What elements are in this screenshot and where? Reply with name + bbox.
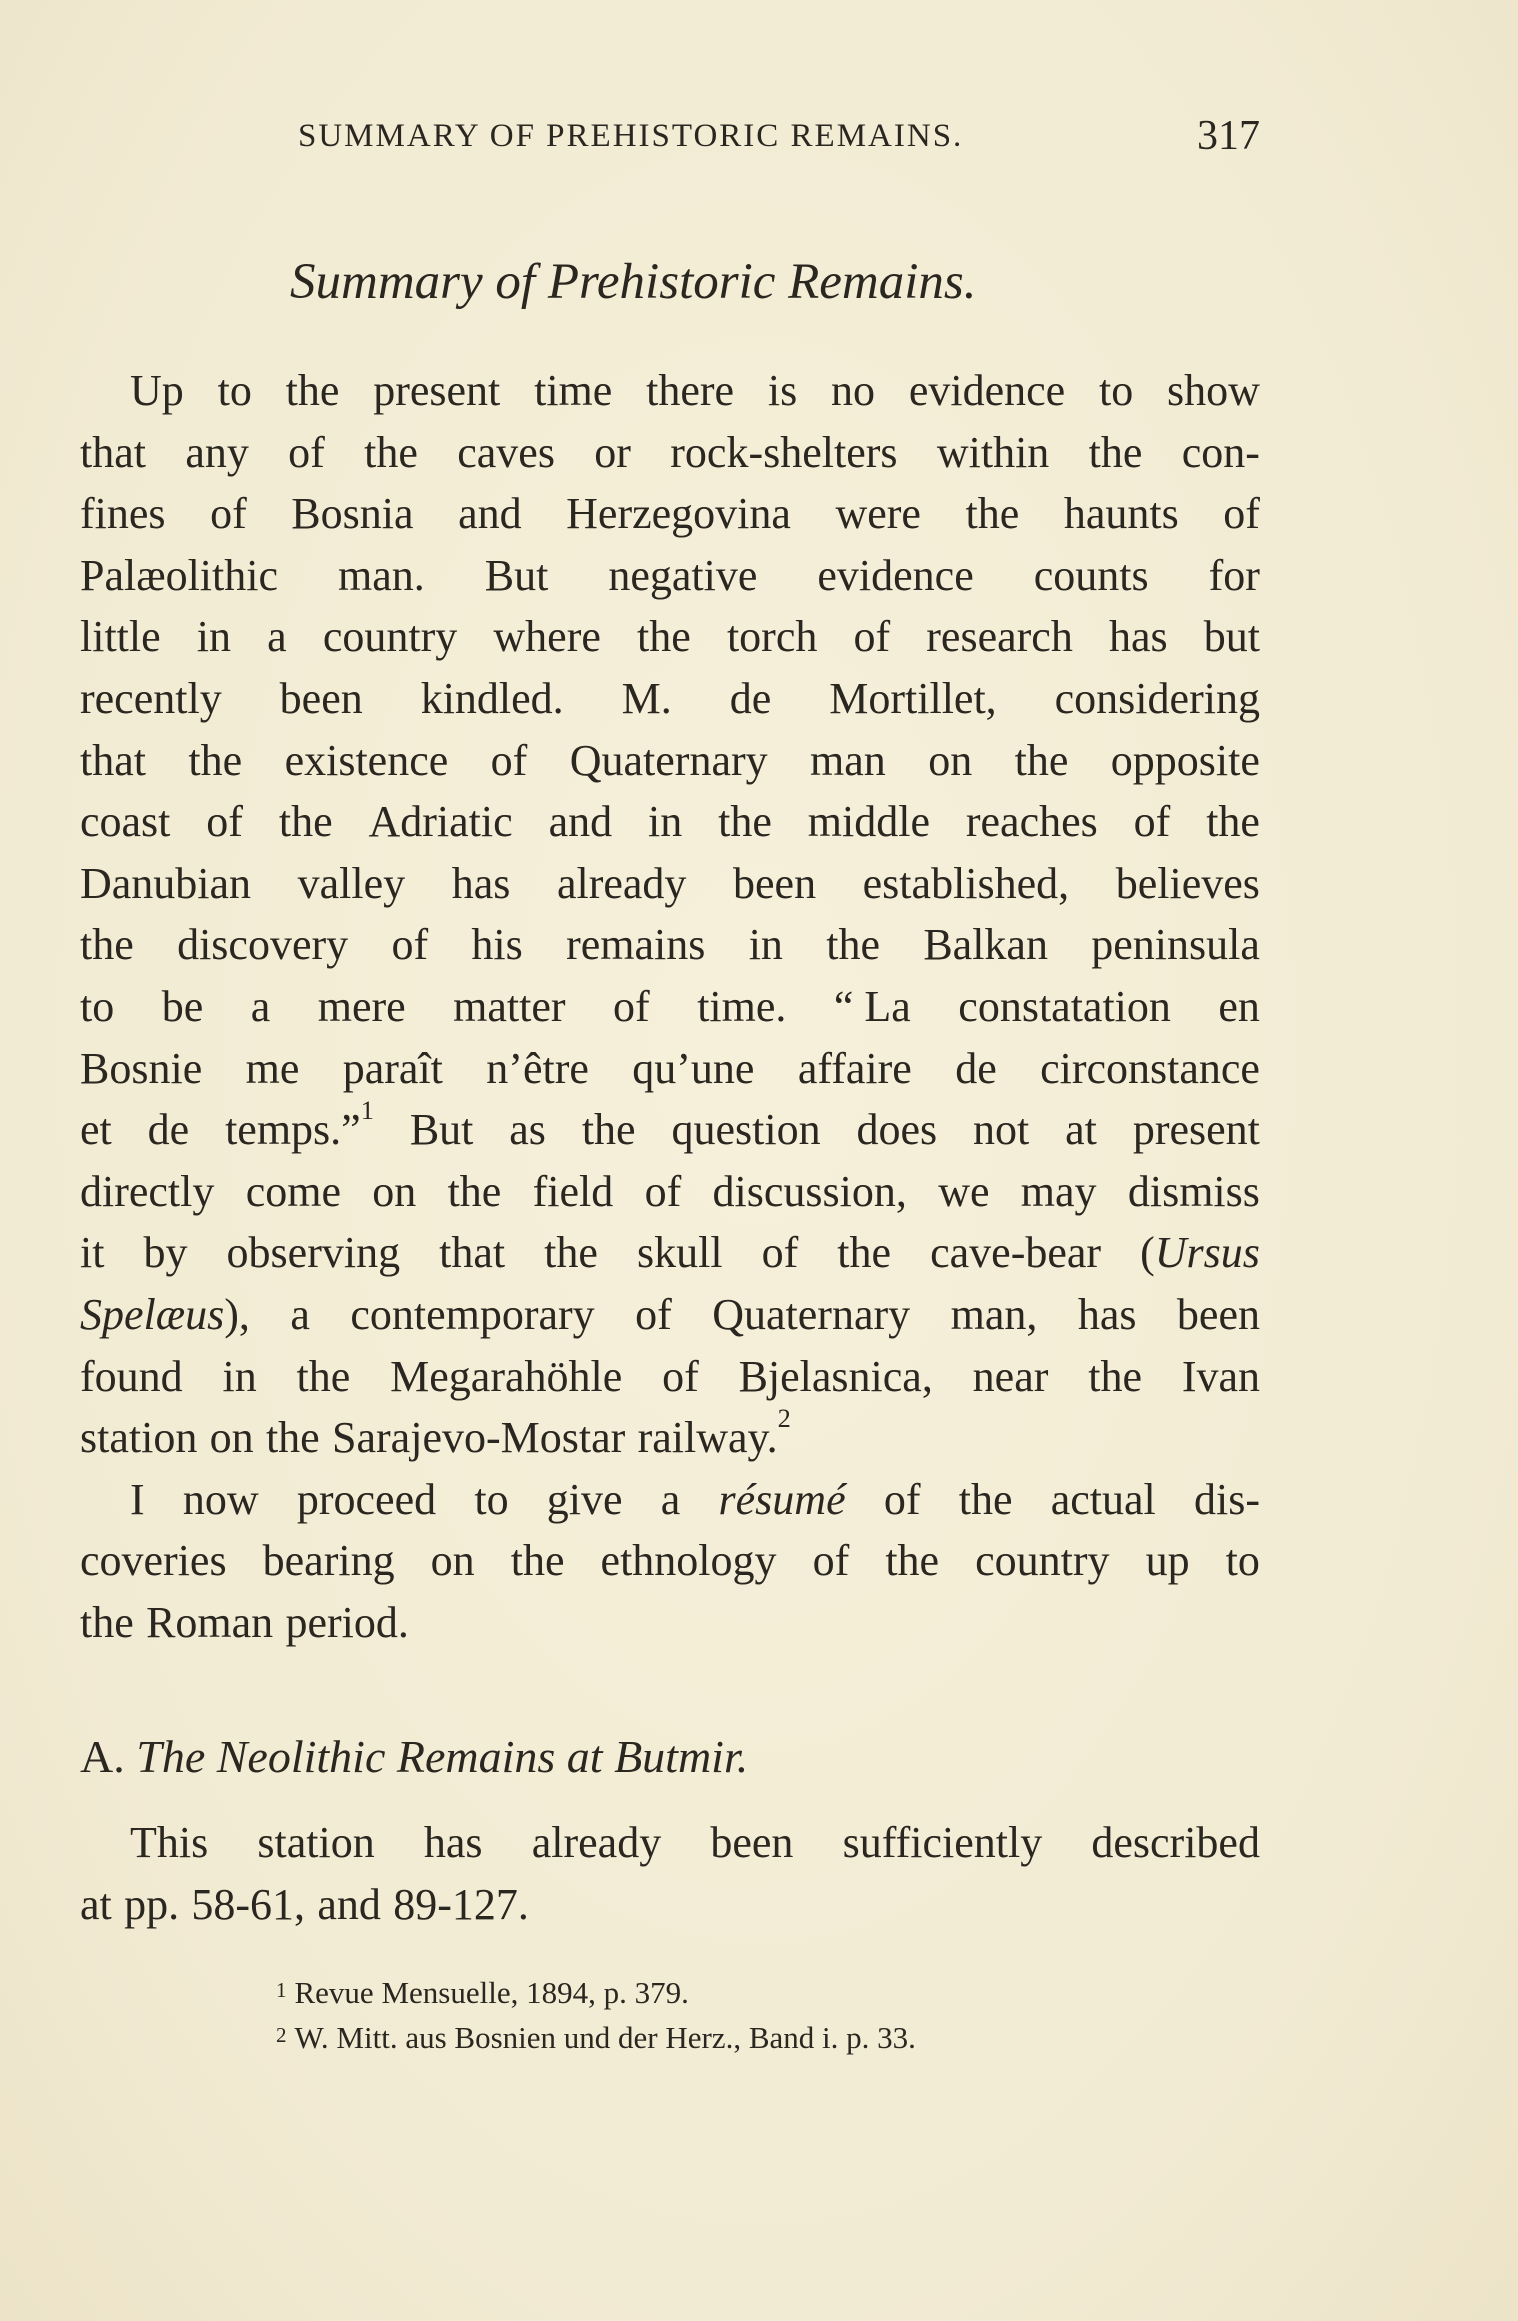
paragraph-1	[80, 360, 1260, 1653]
word: by	[143, 1228, 188, 1278]
word: Megarahöhle	[390, 1351, 623, 1401]
word: of	[1223, 489, 1260, 539]
word: believes	[1115, 858, 1260, 908]
word: haunts	[1063, 489, 1179, 539]
word: kindled.	[420, 673, 564, 723]
word: man,	[950, 1289, 1038, 1339]
railway-word: railway.$^2$	[637, 1403, 791, 1463]
text-line	[80, 1812, 1260, 1874]
word: and	[548, 797, 613, 847]
word: the	[447, 1166, 502, 1216]
text-line	[80, 360, 1260, 422]
word: Bjelasnica,	[738, 1351, 933, 1401]
resume-term: résumé	[718, 1474, 846, 1524]
word: field	[532, 1166, 614, 1216]
word: “ La	[833, 981, 911, 1031]
word: on	[209, 1413, 254, 1463]
word: of	[206, 797, 243, 847]
word: time.	[697, 981, 787, 1031]
word: been	[1176, 1289, 1260, 1339]
word: of	[644, 1166, 682, 1216]
word: of	[853, 612, 891, 662]
word: me	[245, 1043, 300, 1093]
text-line	[80, 1403, 1260, 1469]
word: in	[748, 920, 783, 970]
word: we	[938, 1166, 990, 1216]
word: the	[958, 1474, 1013, 1524]
word: considering	[1054, 673, 1260, 723]
text-line	[80, 1469, 1260, 1531]
word: But	[484, 550, 549, 600]
word: of	[1133, 797, 1171, 847]
word: evidence	[908, 366, 1066, 415]
word: the	[826, 920, 881, 970]
word: et	[80, 1105, 112, 1155]
word: the	[1088, 427, 1143, 477]
word: to	[80, 981, 115, 1031]
section-title: Summary of Prehistoric Remains.	[290, 254, 977, 310]
word: directly	[80, 1166, 215, 1216]
word: been	[710, 1818, 794, 1867]
word: to	[1225, 1536, 1260, 1586]
word: pp.	[124, 1879, 180, 1929]
word: at	[80, 1879, 112, 1929]
footnote-ref-1[interactable]: 1	[360, 1095, 374, 1126]
word: that	[80, 735, 146, 785]
word: valley	[297, 858, 406, 908]
word: the	[80, 1597, 134, 1647]
word: fines	[80, 489, 166, 539]
word: of	[883, 1474, 921, 1524]
word: described	[1091, 1818, 1260, 1867]
ursus-term: (Ursus	[1140, 1228, 1260, 1278]
word: station	[80, 1413, 198, 1463]
word: research	[926, 612, 1073, 662]
word: Danubian	[80, 858, 252, 908]
word: 58-61,	[191, 1879, 306, 1929]
word: skull	[636, 1228, 723, 1278]
word: of	[490, 735, 528, 785]
word: country	[975, 1536, 1110, 1586]
word: the	[364, 427, 418, 477]
word: of	[613, 981, 650, 1031]
footnote-mark: 1	[276, 1978, 287, 2002]
page-number: 317	[1197, 113, 1260, 159]
word: Bosnia	[291, 489, 414, 539]
word: to	[217, 366, 252, 415]
word: de	[147, 1105, 190, 1155]
word: that	[439, 1228, 506, 1278]
text-line	[80, 791, 1260, 853]
word: Quaternary	[569, 735, 768, 785]
word: proceed	[296, 1474, 437, 1524]
temps-word: temps.”$^1$	[225, 1095, 374, 1155]
word: the	[296, 1351, 351, 1401]
word: of	[635, 1289, 672, 1339]
word: may	[1020, 1166, 1097, 1216]
word: bearing	[262, 1536, 395, 1586]
word: present	[373, 366, 501, 415]
word: of	[812, 1536, 850, 1586]
word: Roman	[146, 1597, 274, 1647]
text-line	[80, 1874, 1260, 1936]
subheading	[80, 1730, 748, 1783]
word: on	[928, 735, 973, 785]
word: any	[185, 427, 249, 477]
word: discovery	[177, 920, 349, 970]
word: does	[856, 1105, 938, 1155]
word: of	[288, 427, 325, 477]
word: no	[831, 366, 876, 415]
word: has	[1108, 612, 1168, 662]
word: de	[955, 1043, 997, 1093]
word: opposite	[1110, 735, 1260, 785]
word: on	[372, 1166, 417, 1216]
word: little	[80, 612, 161, 662]
word: for	[1208, 550, 1260, 600]
text-line	[80, 1038, 1260, 1100]
word: a	[267, 612, 287, 662]
word: that	[80, 427, 146, 477]
word: Ivan	[1181, 1351, 1260, 1401]
word: the	[278, 797, 333, 847]
word: and	[458, 489, 522, 539]
word: been	[279, 673, 363, 723]
word: established,	[862, 858, 1070, 908]
word: on	[430, 1536, 475, 1586]
footnote-1	[276, 1975, 689, 2011]
word: it	[80, 1228, 105, 1278]
word: of	[210, 489, 247, 539]
word: of	[391, 920, 429, 970]
word: present	[1132, 1105, 1260, 1155]
word: dis-	[1193, 1474, 1260, 1524]
word: the	[544, 1228, 598, 1278]
word: station	[257, 1818, 375, 1867]
word: is	[767, 366, 798, 415]
word: a	[290, 1289, 310, 1339]
word: his	[471, 920, 523, 970]
word: the	[510, 1536, 565, 1586]
word: reaches	[965, 797, 1098, 847]
word: Palæolithic	[80, 550, 278, 600]
word: qu’une	[632, 1043, 755, 1093]
word: actual	[1050, 1474, 1156, 1524]
word: negative	[608, 550, 758, 600]
word: be	[161, 981, 204, 1031]
word: already	[556, 858, 687, 908]
word: Balkan	[923, 920, 1048, 970]
word: been	[733, 858, 817, 908]
word: remains	[566, 920, 706, 970]
word: period.	[285, 1597, 409, 1647]
word: were	[835, 489, 921, 539]
text-line	[80, 1222, 1260, 1284]
footnote-text: W. Mitt. aus Bosnien und der Herz., Band i. p. 33.	[294, 2020, 916, 2055]
word: Up	[130, 366, 184, 415]
word: con-	[1181, 427, 1260, 477]
word: at	[1065, 1105, 1097, 1155]
word: Quaternary	[712, 1289, 911, 1339]
word: mere	[317, 981, 406, 1031]
subheading-title: The Neolithic Remains at Butmir.	[136, 1731, 749, 1782]
word: Herzegovina	[566, 489, 791, 539]
word: M.	[621, 673, 672, 723]
spelaeus-term: Spelæus),	[80, 1289, 250, 1339]
text-line	[80, 1284, 1260, 1346]
word: in	[647, 797, 683, 847]
word: the	[265, 1413, 320, 1463]
text-line	[80, 606, 1260, 668]
text-line	[80, 1530, 1260, 1592]
word: peninsula	[1091, 920, 1260, 970]
word: but	[1203, 612, 1260, 662]
word: torch	[726, 612, 818, 662]
word: the	[188, 735, 243, 785]
word: found	[80, 1351, 183, 1401]
text-line	[80, 1346, 1260, 1408]
word: affaire	[797, 1043, 912, 1093]
text-line	[80, 914, 1260, 976]
word: observing	[226, 1228, 401, 1278]
word: show	[1167, 366, 1260, 415]
word: man	[810, 735, 886, 785]
word: the	[718, 797, 772, 847]
word: Bosnie	[80, 1043, 203, 1093]
footnote-2	[276, 2020, 916, 2056]
word: middle	[807, 797, 930, 847]
word: where	[493, 612, 601, 662]
subheading-letter: A.	[80, 1731, 125, 1782]
word: the	[80, 920, 134, 970]
word: coast	[80, 797, 171, 847]
text-line	[80, 1095, 1260, 1161]
word: of	[761, 1228, 799, 1278]
word: evidence	[817, 550, 974, 600]
text-line	[80, 545, 1260, 607]
word: the	[285, 366, 340, 415]
text-line	[80, 1592, 1260, 1654]
word: has	[1077, 1289, 1137, 1339]
word: constatation	[958, 981, 1171, 1031]
word: de	[729, 673, 772, 723]
text-line	[80, 422, 1260, 484]
word: discussion,	[712, 1166, 907, 1216]
word: dismiss	[1127, 1166, 1260, 1216]
word: Mortillet,	[829, 673, 997, 723]
word: near	[972, 1351, 1049, 1401]
paragraph-3	[80, 1812, 1260, 1935]
word: in	[196, 612, 232, 662]
word: has	[423, 1818, 483, 1867]
word: give	[546, 1474, 623, 1524]
word: to	[1099, 366, 1134, 415]
word: the	[1206, 797, 1260, 847]
word: 89-127.	[393, 1879, 529, 1929]
page-header	[298, 113, 1260, 168]
word: cave-bear	[930, 1228, 1102, 1278]
word: has	[451, 858, 511, 908]
word: within	[936, 427, 1050, 477]
word: the	[581, 1105, 636, 1155]
word: the	[1014, 735, 1069, 785]
running-head: SUMMARY OF PREHISTORIC REMAINS.	[298, 118, 964, 154]
word: But	[409, 1105, 474, 1155]
word: matter	[453, 981, 566, 1031]
word: caves	[457, 427, 555, 477]
word: or	[594, 427, 631, 477]
word: the	[1088, 1351, 1142, 1401]
word: counts	[1033, 550, 1149, 600]
word: paraît	[342, 1043, 443, 1093]
word: country	[322, 612, 458, 662]
text-line	[80, 853, 1260, 915]
word: the	[885, 1536, 940, 1586]
text-line	[80, 730, 1260, 792]
text-line	[80, 483, 1260, 545]
word: en	[1218, 981, 1260, 1031]
footnote-mark: 2	[276, 2023, 287, 2047]
word: coveries	[80, 1536, 227, 1586]
footnote-ref-2[interactable]: 2	[777, 1403, 791, 1434]
word: not	[973, 1105, 1030, 1155]
word: already	[531, 1818, 662, 1867]
word: in	[222, 1351, 257, 1401]
word: I	[130, 1474, 145, 1524]
footnote-text: Revue Mensuelle, 1894, p. 379.	[294, 1975, 689, 2010]
text-line	[80, 1161, 1260, 1223]
word: a	[250, 981, 271, 1031]
word: existence	[284, 735, 449, 785]
word: sufficiently	[842, 1818, 1043, 1867]
word: Sarajevo-Mostar	[332, 1413, 626, 1463]
word: contemporary	[350, 1289, 595, 1339]
word: the	[965, 489, 1020, 539]
word: rock-shelters	[670, 427, 898, 477]
word: there	[646, 366, 735, 415]
text-line	[80, 976, 1260, 1038]
word: n’être	[486, 1043, 589, 1093]
text-line	[80, 668, 1260, 730]
word: recently	[80, 673, 222, 723]
word: a	[660, 1474, 681, 1524]
word: come	[245, 1166, 341, 1216]
word: of	[662, 1351, 699, 1401]
word: the	[837, 1228, 892, 1278]
word: circonstance	[1040, 1043, 1260, 1093]
word: and	[317, 1879, 381, 1929]
word: question	[671, 1105, 821, 1155]
word: as	[509, 1105, 546, 1155]
word: This	[130, 1818, 209, 1867]
word: time	[534, 366, 613, 415]
word: the	[637, 612, 691, 662]
word: up	[1145, 1536, 1190, 1586]
word: Adriatic	[368, 797, 513, 847]
word: now	[182, 1474, 259, 1524]
word: man.	[338, 550, 425, 600]
word: to	[474, 1474, 509, 1524]
word: ethnology	[600, 1536, 777, 1586]
